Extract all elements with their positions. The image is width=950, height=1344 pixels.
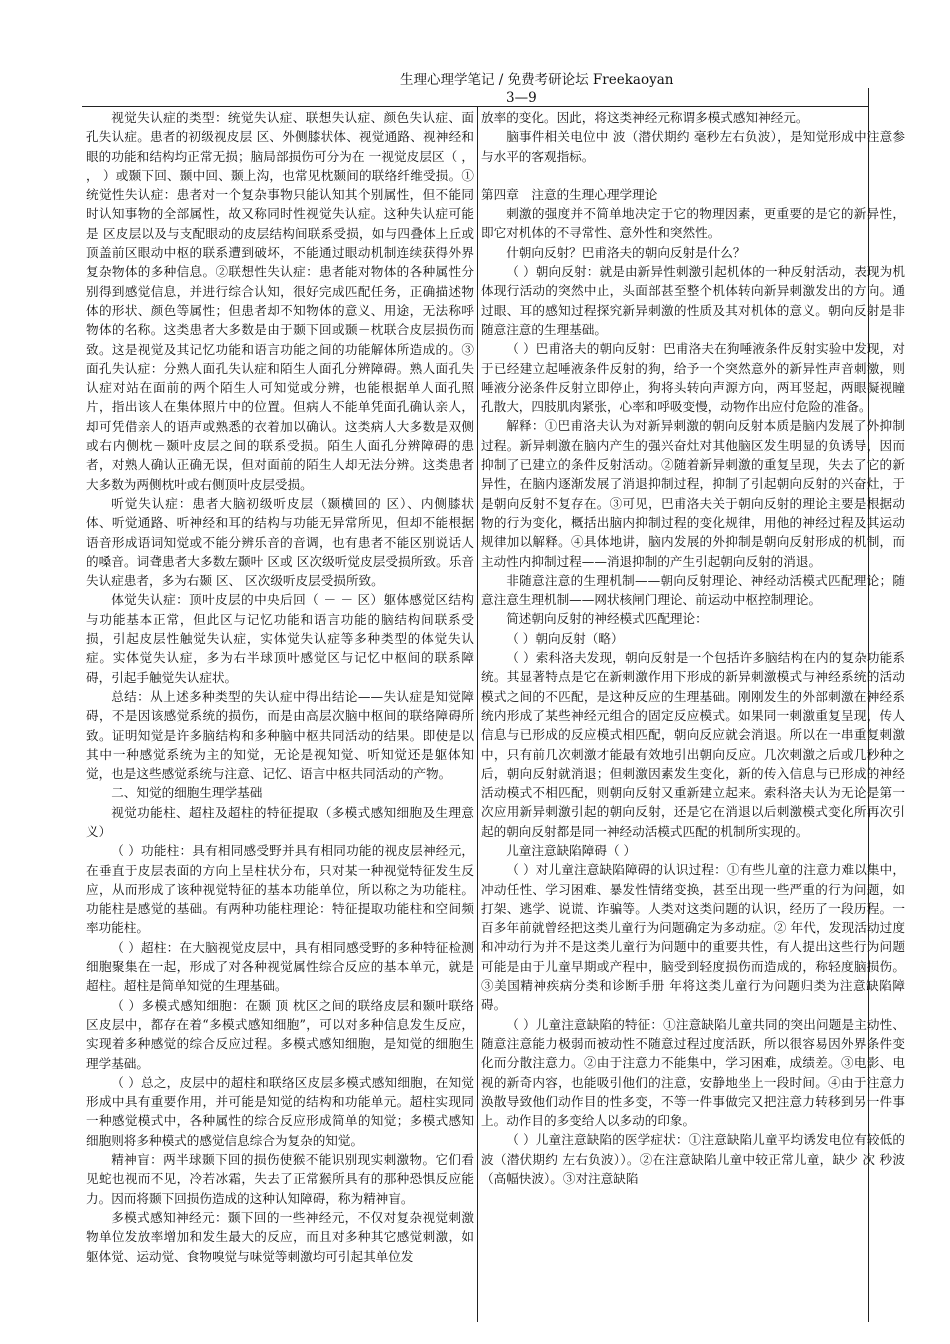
paragraph-psychic-blindness: 精神盲：两半球颞下回的损伤使猴不能识别现实刺激物。它们看见蛇也视而不见，冷若冰霜，失去了正常猴所具有的那种恐惧反应能力。因而将颞下回损伤造成的这种认知障碍，称为精神盲。 (86, 1152, 474, 1206)
table-top-rule (82, 106, 868, 107)
paragraph-multimodal-cell: （ ）多模式感知细胞：在颞 顶 枕区之间的联络皮层和颞叶联络区皮层中，都存在着“多模式感知细胞”，可以对多种信息发生反应，实现着多种感觉的综合反应过程。多模式感知细胞，是知觉的细胞生理学基础。 (86, 997, 474, 1071)
question-pattern-matching: 简述朝向反射的神经模式匹配理论： (506, 611, 708, 627)
page-number: 3—9 (506, 90, 537, 106)
subsection-heading: 视觉功能柱、超柱及超柱的特征提取（多模式感知细胞及生理意义） (86, 804, 474, 839)
paragraph-add-features: （ ）儿童注意缺陷的特征：①注意缺陷儿童共同的突出问题是主动性、随意注意能力极弱而被动性不随意过程过度活跃，所以很容易因外界条件变化而分散注意力。②由于注意力不能集中，学习困难，成绩差。③电影、电视的新奇内容，也能吸引他们的注意，安静地坐上一段时间。④由于注意力涣散导致他们动作目的性多变，不等一件事做完又把注意力转移到另一件事上。动作目的多变给人以多动的印象。 (481, 1016, 905, 1129)
column-divider (477, 106, 478, 1322)
paragraph-continuation: 放率的变化。因此，将这类神经元称谓多模式感知神经元。 (481, 110, 809, 125)
paragraph-conclusion: （ ）总之，皮层中的超柱和联络区皮层多模式感知细胞，在知觉形成中具有重要作用，并可能是知觉的结构和功能单元。超柱实现同一种感觉模式中，各种属性的综合反应形成简单的知觉；多模式感知细胞则将多种模式的感觉信息综合为复杂的知觉。 (86, 1074, 474, 1148)
paragraph-add-symptoms: （ ）儿童注意缺陷的医学症状：①注意缺陷儿童平均诱发电位有较低的 波（潜伏期约 左右负波））。②在注意缺陷儿童中较正常儿童，缺少 次 秒波（高幅快波）。③对注意缺陷 (481, 1132, 905, 1187)
paragraph-pavlov: （ ）巴甫洛夫的朝向反射：巴甫洛夫在狗唾液条件反射实验中发现，对于已经建立起唾液条件反射的狗，给予一个突然意外的新异性声音刺激，则唾液分泌条件反射立即停止，狗将头转向声源方向，两耳竖起，两眼凝视瞳孔散大，四肢肌肉紧张，心率和呼吸变慢，动物作出应付危险的准备。 (481, 341, 905, 415)
paragraph-auditory-agnosia: 听觉失认症：患者大脑初级听皮层（颞横回的 区）、内侧膝状体、听觉通路、听神经和耳的结构与功能无异常所见，但却不能根据语音形成语词知觉或不能分辨乐音的音调，也有患者不能区别说话人的嗓音。词聋患者大多数左颞叶 区或 区次级听觉皮层受损所致。乐音失认症患者，多为右颞 区、 区次级听皮层受损所致。 (86, 495, 474, 589)
header-title: 生理心理学笔记 / 免费考研论坛 Freekaoyan (400, 72, 674, 88)
paragraph-attention-mechanisms: 非随意注意的生理机制——朝向反射理论、神经动活模式匹配理论；随意注意生理机制——网状核闸门理论、前运动中枢控制理论。 (481, 572, 905, 608)
paragraph-multimodal-neuron: 多模式感知神经元：颞下回的一些神经元，不仅对复杂视觉刺激物单位发放率增加和发生最大的反应，而且对多种其它感觉刺激，如躯体觉、运动觉、食物嗅觉与味觉等刺激均可引起其单位发 (86, 1209, 474, 1264)
question-orienting-reflex: 什朝向反射？巴甫洛夫的朝向反射是什么？ (506, 244, 746, 260)
paragraph-somatic-agnosia: 体觉失认症：顶叶皮层的中央后回（ － － 区）躯体感觉区结构与功能基本正常，但此区与记忆功能和语言功能的脑结构间联系受损，引起皮层性触觉失认症，实体觉失认症等多种类型的体觉失认症。实体觉失认症，多为右半球顶叶感觉区与记忆中枢间的联系障碍，引起手触觉失认症状。 (86, 592, 474, 685)
heading-add: 儿童注意缺陷障碍（ ） (506, 842, 637, 858)
paragraph-summary: 总结：从上述多种类型的失认症中得出结论——失认症是知觉障碍，不是因该感觉系统的损伤，而是由高层次脑中枢间的联络障碍所致。证明知觉是许多脑结构和多种脑中枢共同活动的结果。即使是以其中一种感觉系统为主的知觉，无论是视知觉、听知觉还是躯体知觉，也是这些感觉系统与注意、记忆、语言中枢共同活动的产物。 (86, 688, 474, 782)
paragraph-hypercolumn: （ ）超柱：在大脑视觉皮层中，具有相同感受野的多种特征检测细胞聚集在一起，形成了对各种视觉属性综合反应的基本单元，就是超柱。超柱是简单知觉的生理基础。 (86, 939, 474, 994)
paragraph-erp: 脑事件相关电位中 波（潜伏期约 毫秒左右负波），是知觉形成中注意参与水平的客观指标。 (481, 129, 905, 164)
chapter-heading: 第四章 注意的生理心理学理论 (481, 186, 658, 202)
paragraph-orienting-reflex: （ ）朝向反射：就是由新异性刺激引起机体的一种反射活动，表现为机体现行活动的突然中止，头面部甚至整个机体转向新异刺激发出的方向。通过眼、耳的感知过程探究新异刺激的性质及其对机体的意义。朝向反射是非随意注意的生理基础。 (481, 264, 905, 337)
right-column (481, 108, 905, 1334)
paragraph-sokolov: （ ）索科洛夫发现，朝向反射是一个包括许多脑结构在内的复杂功能系统。其显著特点是它在新刺激作用下形成的新异刺激模式与神经系统的活动模式之间的不匹配，是这种反应的生理基础。刚刚发生的外部刺激在神经系统内形成了某些神经元组合的固定反应模式。如果同一刺激重复呈现，传人信息与已形成的反应模式相匹配，朝向反应就会消退。所以在一串重复刺激中，只有前几次刺激才能最有效地引出朝向反应。几次刺激之后或几秒种之后，朝向反射就消退；但刺激因素发生变化，新的传入信息与已形成的神经活动模式不相匹配，则朝向反射又重新建立起来。索科洛夫认为无论是第一次应用新异刺激引起的朝向反射，还是它在消退以后刺激模式变化所再次引起的朝向反射都是同一神经动活模式匹配的机制所实现的。 (481, 650, 905, 839)
left-column (86, 108, 474, 1334)
paragraph-functional-column: （ ）功能柱：具有相同感受野并具有相同功能的视皮层神经元，在垂直于皮层表面的方向上呈柱状分布，只对某一种视觉特征发生反应，从而形成了该种视觉特征的基本功能单位，所以称之为功能柱。功能柱是感觉的基础。有两种功能柱理论：特征提取功能柱和空间频率功能柱。 (86, 843, 474, 936)
paragraph-stimulus-novelty: 刺激的强度并不简单地决定于它的物理因素，更重要的是它的新异性，即它对机体的不寻常性、意外性和突然性。 (481, 206, 905, 241)
paragraph-add-history: （ ）对儿童注意缺陷障碍的认识过程：①有些儿童的注意力难以集中，冲动任性、学习困难、暴发性情绪变换，甚至出现一些严重的行为问题，如打架、逃学、说谎、诈骗等。人类对这类问题的认识，经历了一段历程。一百多年前就曾经把这类儿童行为问题确定为多动症。② 年代，发现活动过度和冲动行为并不是这类儿童行为问题中的重要共性，有人提出这些行为问题可能是由于儿童早期或产程中，脑受到轻度损伤而造成的，称轻度脑损伤。③美国精神疾病分类和诊断手册 年将这类儿童行为问题归类为注意缺陷障碍。 (481, 862, 905, 1013)
page-header (400, 71, 820, 107)
item-orienting-reflex: （ ）朝向反射（略） (506, 630, 624, 646)
section-heading: 二、知觉的细胞生理学基础 (111, 785, 263, 801)
paragraph-visual-agnosia: 视觉失认症的类型：统觉失认症、联想失认症、颜色失认症、面孔失认症。患者的初级视皮层 区、外侧膝状体、视觉通路、视神经和眼的功能和结构均正常无损；脑局部损伤可分为在 一视觉皮层区（ ， ， ）或颞下回、颞中回、颞上沟，也常见枕颞间的联络纤维受损。①统觉性失认症：患者对一个复杂事物只能认知其个别属性，但不能同时认知事物的全部属性，故又称同时性视觉失认症。这种失认症可能是 区皮层以及与支配眼动的皮层结构间联系受损，如与四叠体上丘或顶盖前区眼动中枢的联系遭到破坏，不能通过眼动机制连续获得外界复杂物体的多种信息。②联想性失认症：患者能对物体的各种属性分别得到感觉信息，并进行综合认知，很好完成匹配任务，正确描述物体的形状、颜色等属性；但患者却不知物体的意义、用途，无法称呼物体的名称。这类患者大多数是由于颞下回或颞－枕联合皮层损伤而致。这是视觉及其记忆功能和语言功能之间的功能解体所造成的。③面孔失认症：分熟人面孔失认症和陌生人面孔分辨障碍。熟人面孔失认症对站在面前的两个陌生人可知觉或分辨，也能根据单人面孔照片，指出该人在集体照片中的位置。但病人不能单凭面孔确认亲人，却可凭借亲人的语声或熟悉的衣着加以确认。这类病人大多数是双侧或右内侧枕－颞叶皮层之间的联系受损。陌生人面孔分辨障碍的患者，对熟人确认正确无误，但对面前的陌生人却无法分辨。这类患者大多数为两侧枕叶或右侧顶叶皮层受损。 (86, 110, 474, 492)
paragraph-explanation: 解释：①巴甫洛夫认为对新异刺激的朝向反射本质是脑内发展了外抑制过程。新异刺激在脑内产生的强兴奋灶对其他脑区发生明显的负诱导，因而抑制了已建立的条件反射活动。②随着新异刺激的重复呈现，失去了它的新异性，在脑内逐渐发展了消退抑制过程，抑制了引起朝向反射的兴奋灶，于是朝向反射不复存在。③可见，巴甫洛夫关于朝向反射的理论主要是根据动物的行为变化，概括出脑内抑制过程的变化规律，用他的神经过程及其运动规律加以解释。④具体地讲，脑内发展的外抑制是朝向反射形成的机制，而主动性内抑制过程——消退抑制的产生引起朝向反射的消退。 (481, 418, 905, 569)
